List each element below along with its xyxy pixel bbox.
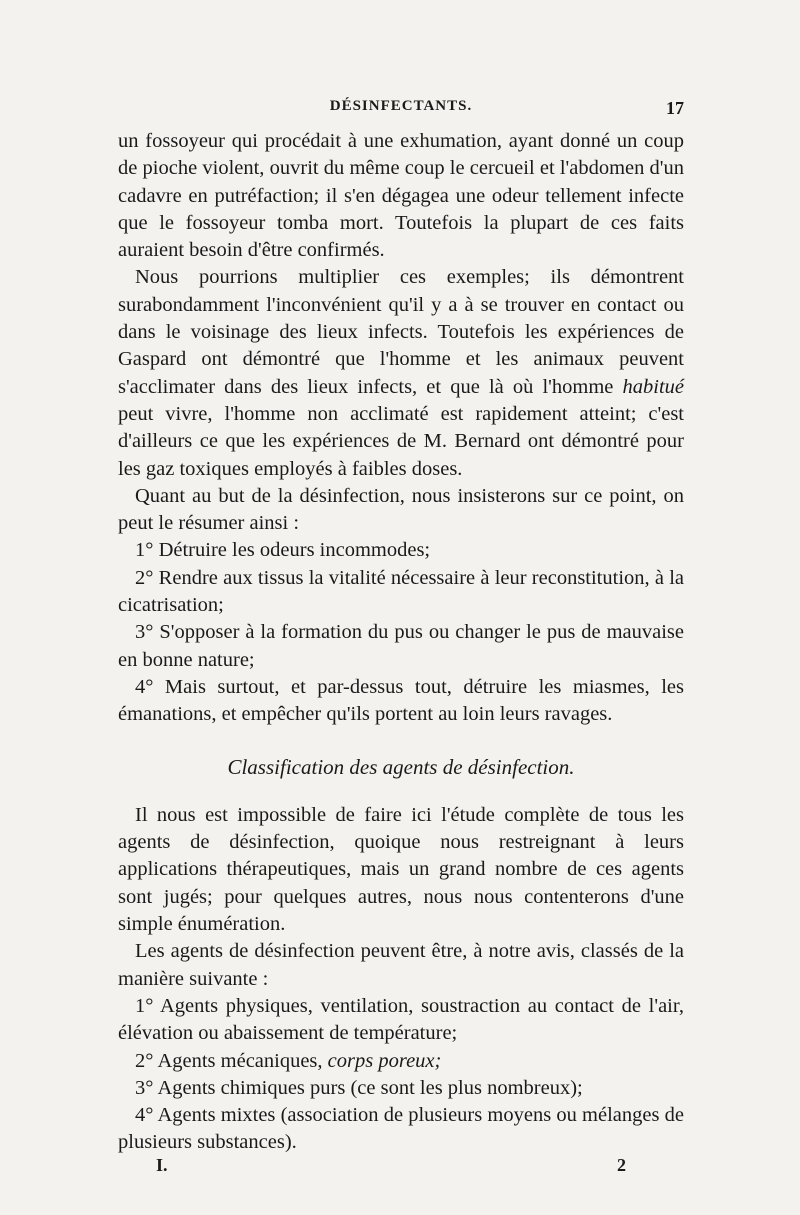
text-run: 2° Agents mécaniques, [135, 1049, 323, 1072]
paragraph: Il nous est impossible de faire ici l'étude complète de tous les agents de désinfection, quoique nous restreignant à leurs applications thérapeutiques, mais un grand nombre de ces agents sont jugés; pour quelques autres, nous nous contenterons d'une simple énumération. [118, 803, 684, 936]
paragraph [118, 264, 684, 482]
list-item: 4° Mais surtout, et par-dessus tout, détruire les miasmes, les émanations, et empêcher qu'ils portent au loin leurs ravages. [118, 675, 684, 726]
text-run: Nous pourrions multiplier ces exemples; ils démontrent surabondamment l'inconvénient qu'il y a à se trouver en contact ou dans le voisinage des lieux infects. Toutefois les expériences de Gaspard ont démontré que l'homme et les animaux peuvent s'acclimater dans des lieux infects, et que là où l'homme [118, 266, 684, 398]
list-item: 2° Rendre aux tissus la vitalité nécessaire à leur reconstitution, à la cicatrisation; [118, 566, 684, 617]
paragraph: Quant au but de la désinfection, nous insisterons sur ce point, on peut le résumer ainsi : [118, 484, 684, 535]
list-item [118, 1048, 684, 1075]
text-run: peut vivre, l'homme non acclimaté est rapidement atteint; c'est d'ailleurs ce que les expériences de M. Bernard ont démontré pour les gaz toxiques employés à faibles doses. [118, 402, 684, 480]
list-item: 1° Détruire les odeurs incommodes; [135, 539, 431, 562]
list-item: 4° Agents mixtes (association de plusieurs moyens ou mélanges de plusieurs substances). [118, 1104, 684, 1154]
page-number: 17 [666, 98, 684, 118]
section-heading: Classification des agents de désinfection. [227, 754, 575, 779]
list-item: 3° S'opposer à la formation du pus ou changer le pus de mauvaise en bonne nature; [118, 621, 684, 671]
page-body [118, 128, 684, 1157]
signature-mark: I. [156, 1155, 168, 1175]
signature-number: 2 [617, 1155, 626, 1175]
list-item: 1° Agents physiques, ventilation, soustraction au contact de l'air, élévation ou abaissement de température; [118, 994, 684, 1045]
running-title: DÉSINFECTANTS. [329, 98, 473, 114]
list-item: 3° Agents chimiques purs (ce sont les plus nombreux); [135, 1076, 583, 1099]
paragraph: un fossoyeur qui procédait à une exhumation, ayant donné un coup de pioche violent, ouvrit du même coup le cercueil et l'abdomen d'un cadavre en putréfaction; il s'en dégagea une odeur tellement infecte que le fossoyeur tomba mort. Toutefois la plupart de ces faits auraient besoin d'être confirmés. [118, 130, 684, 262]
paragraph: Les agents de désinfection peuvent être, à notre avis, classés de la manière suivante : [118, 940, 684, 990]
page-footer [156, 1155, 626, 1183]
italic-phrase: corps poreux; [327, 1049, 442, 1072]
italic-word: habitué [622, 375, 684, 398]
page-header [118, 98, 684, 128]
